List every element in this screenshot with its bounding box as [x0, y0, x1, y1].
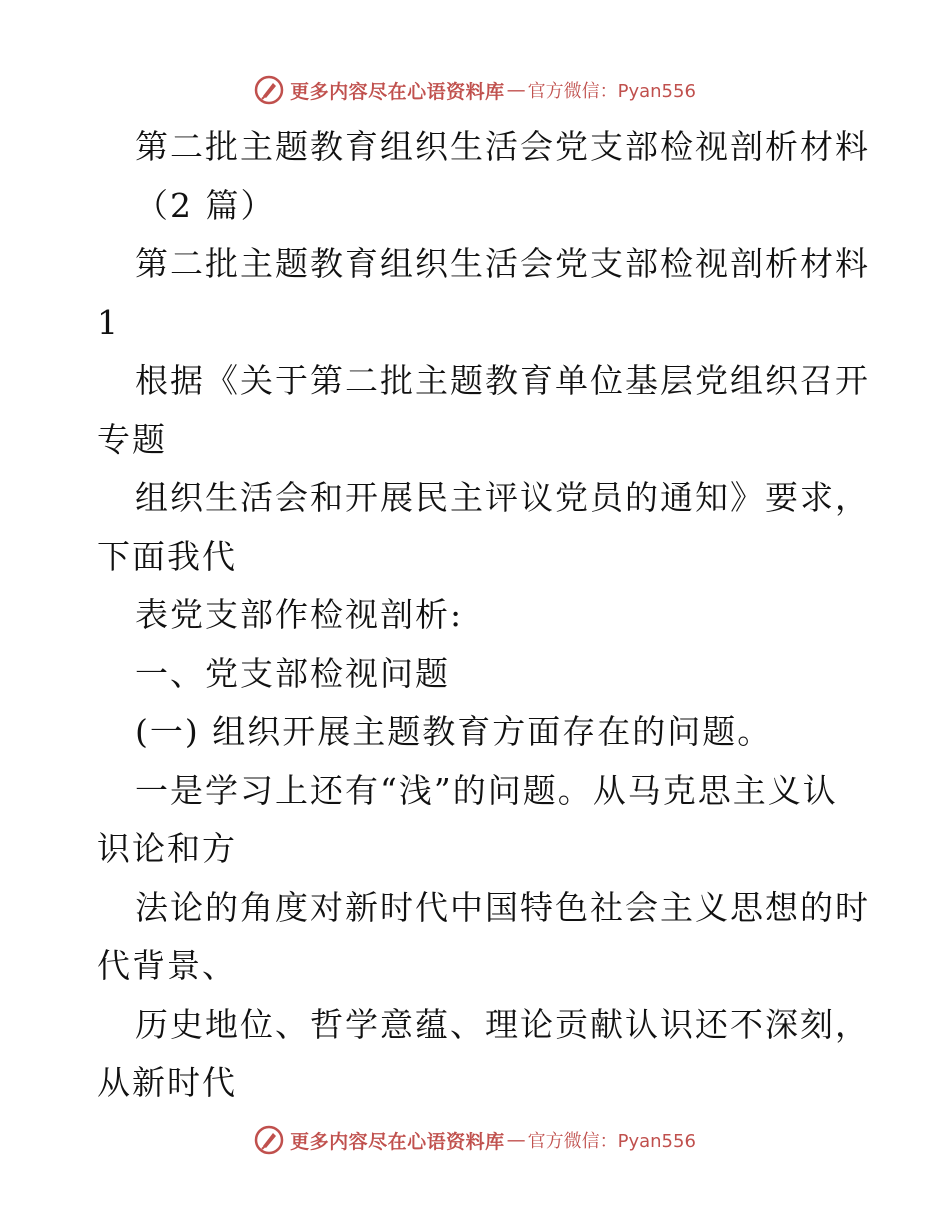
- pen-nib-logo-icon: [254, 75, 284, 105]
- doc-line: (一) 组织开展主题教育方面存在的问题。: [135, 712, 773, 751]
- watermark-sub-text: 官方微信：Pyan556: [527, 1131, 696, 1152]
- doc-line: 第二批主题教育组织生活会党支部检视剖析材料: [135, 244, 870, 283]
- doc-line: 从新时代: [97, 1063, 237, 1102]
- document-body: [97, 118, 870, 1113]
- header-watermark: [0, 70, 950, 110]
- doc-line: 历史地位、哲学意蕴、理论贡献认识还不深刻，: [135, 1004, 870, 1044]
- pen-nib-logo-icon: [254, 1125, 284, 1155]
- doc-line: （2 篇）: [135, 185, 276, 225]
- doc-line: 代背景、: [97, 946, 237, 985]
- watermark-dash: —: [506, 79, 526, 101]
- doc-line: 表党支部作检视剖析:: [135, 595, 464, 634]
- doc-line: 法论的角度对新时代中国特色社会主义思想的时: [135, 887, 870, 927]
- doc-line: 根据《关于第二批主题教育单位基层党组织召开: [135, 361, 870, 400]
- watermark-dash: —: [506, 1129, 526, 1151]
- doc-line: 一是学习上还有“浅”的问题。从马克思主义认: [135, 770, 838, 810]
- doc-line: 一、党支部检视问题: [135, 653, 450, 693]
- doc-line: 专题: [97, 419, 167, 459]
- doc-line: 组织生活会和开展民主评议党员的通知》要求，: [135, 478, 870, 517]
- watermark-main-text: 更多内容尽在心语资料库: [290, 80, 505, 103]
- watermark-main-text: 更多内容尽在心语资料库: [290, 1130, 505, 1153]
- doc-line: 识论和方: [97, 829, 237, 868]
- doc-line: 下面我代: [97, 536, 237, 576]
- footer-watermark: [0, 1120, 950, 1160]
- doc-line: 1: [97, 302, 120, 342]
- doc-line: 第二批主题教育组织生活会党支部检视剖析材料: [135, 127, 870, 166]
- watermark-sub-text: 官方微信：Pyan556: [527, 81, 696, 102]
